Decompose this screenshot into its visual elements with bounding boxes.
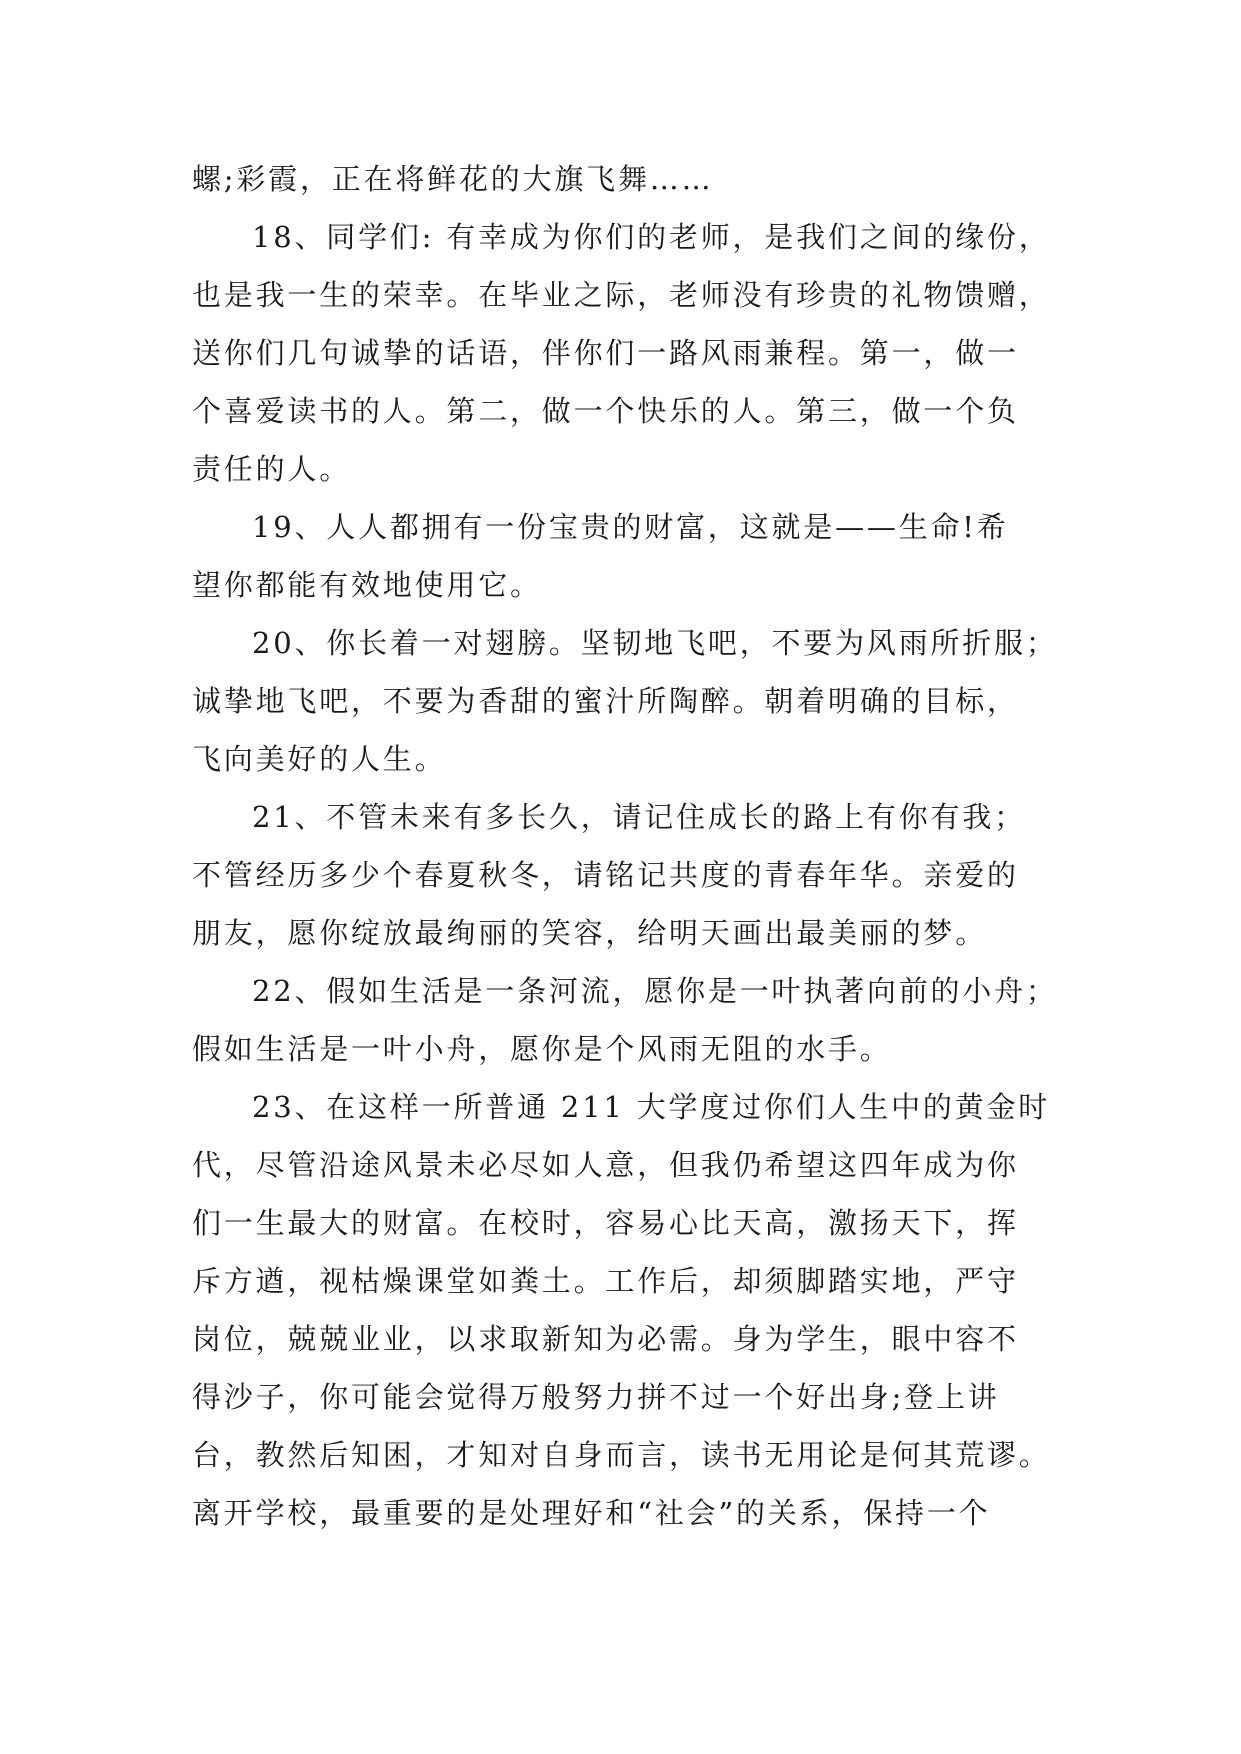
paragraph-start-line: 21、不管未来有多长久，请记住成长的路上有你有我； xyxy=(252,800,1026,834)
text-line: 斥方遒，视枯燥课堂如粪土。工作后，却须脚踏实地，严守 xyxy=(192,1264,1019,1298)
text-line: 岗位，兢兢业业，以求取新知为必需。身为学生，眼中容不 xyxy=(192,1322,1019,1356)
paragraph-start-line: 19、人人都拥有一份宝贵的财富，这就是——生命!希 xyxy=(252,510,1009,544)
paragraph-start-line: 23、在这样一所普通 211 大学度过你们人生中的黄金时 xyxy=(252,1090,1051,1124)
body-text xyxy=(192,150,1062,1542)
text-line: 螺;彩霞，正在将鲜花的大旗飞舞…… xyxy=(192,162,714,196)
paragraph-start-line: 20、你长着一对翅膀。坚韧地飞吧，不要为风雨所折服； xyxy=(252,626,1058,660)
text-line: 代，尽管沿途风景未必尽如人意，但我仍希望这四年成为你 xyxy=(192,1148,1019,1182)
text-line: 得沙子，你可能会觉得万般努力拼不过一个好出身;登上讲 xyxy=(192,1380,1000,1414)
paragraph-start-line: 18、同学们: 有幸成为你们的老师，是我们之间的缘份， xyxy=(252,220,1051,254)
text-line: 离开学校，最重要的是处理好和“社会”的关系，保持一个 xyxy=(192,1496,991,1530)
text-line: 不管经历多少个春夏秋冬，请铭记共度的青春年华。亲爱的 xyxy=(192,858,1019,892)
text-line: 假如生活是一叶小舟，愿你是个风雨无阻的水手。 xyxy=(192,1032,892,1066)
text-line: 个喜爱读书的人。第二，做一个快乐的人。第三，做一个负 xyxy=(192,394,1019,428)
text-line: 诚挚地飞吧，不要为香甜的蜜汁所陶醉。朝着明确的目标， xyxy=(192,684,1019,718)
text-line: 台，教然后知困，才知对自身而言，读书无用论是何其荒谬。 xyxy=(192,1438,1051,1472)
text-line: 责任的人。 xyxy=(192,452,352,486)
text-line: 送你们几句诚挚的话语，伴你们一路风雨兼程。第一，做一 xyxy=(192,336,1019,370)
text-line: 也是我一生的荣幸。在毕业之际，老师没有珍贵的礼物馈赠， xyxy=(192,278,1051,312)
paragraph-start-line: 22、假如生活是一条河流，愿你是一叶执著向前的小舟； xyxy=(252,974,1058,1008)
text-line: 们一生最大的财富。在校时，容易心比天高，激扬天下，挥 xyxy=(192,1206,1019,1240)
text-line: 朋友，愿你绽放最绚丽的笑容，给明天画出最美丽的梦。 xyxy=(192,916,988,950)
text-line: 飞向美好的人生。 xyxy=(192,742,447,776)
text-line: 望你都能有效地使用它。 xyxy=(192,568,542,602)
